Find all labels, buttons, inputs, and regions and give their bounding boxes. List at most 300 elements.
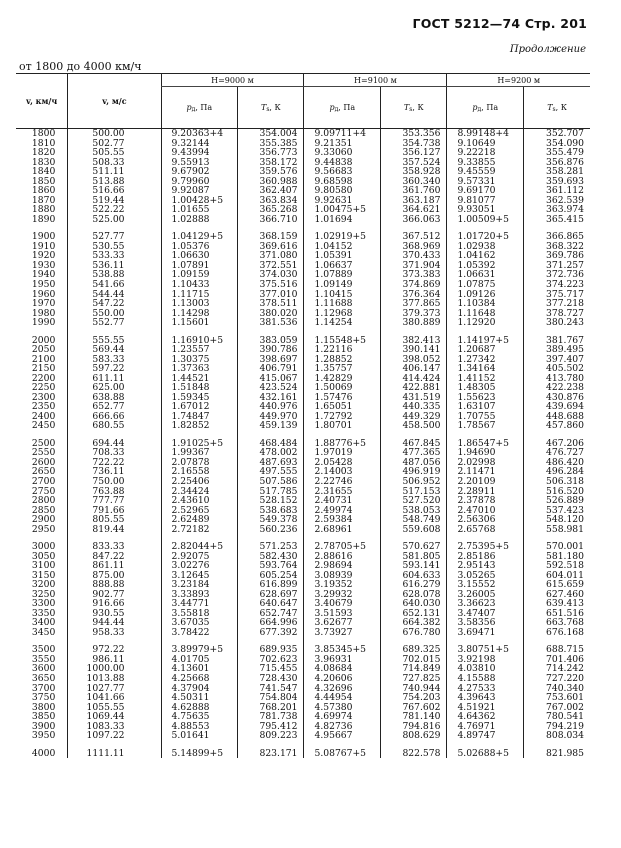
speed-ms: 511.11 [68, 167, 161, 177]
pressure-h9100: 1.57476 [304, 393, 381, 403]
pressure-h9000: 4.25668 [161, 674, 238, 684]
pressure-h9100: 3.29932 [304, 590, 381, 600]
pressure-h9100: 1.09149 [304, 280, 381, 290]
speed-kmh: 1850 [31, 175, 56, 187]
pressure-h9000: 2.82044+5 [161, 542, 238, 552]
speed-ms: 1041.66 [68, 693, 161, 703]
temp-h9200: 362.539 [524, 196, 590, 206]
col-header-temperature: Ts, К [238, 87, 304, 129]
temp-h9100: 754.203 [381, 693, 447, 703]
altitude-header-2: H=9100 м [304, 74, 447, 87]
speed-ms: 763.88 [68, 487, 161, 497]
pressure-h9100: 2.98694 [304, 561, 381, 571]
pressure-h9100: 3.96931 [304, 655, 381, 665]
pressure-h9200: 2.11471 [447, 467, 524, 477]
pressure-h9200: 3.26005 [447, 590, 524, 600]
pressure-h9200: 9.81077 [447, 196, 524, 206]
pressure-h9100: 1.05391 [304, 251, 381, 261]
pressure-h9100: 1.07889 [304, 270, 381, 280]
temp-h9000: 507.586 [238, 477, 304, 487]
temp-h9000: 560.236 [238, 525, 304, 535]
temp-h9200: 354.090 [524, 139, 590, 149]
temp-h9000: 664.996 [238, 618, 304, 628]
speed-kmh: 1920 [31, 250, 56, 262]
pressure-h9000: 1.10433 [161, 280, 238, 290]
pressure-h9100: 1.14254 [304, 318, 381, 328]
pressure-h9100: 4.95667 [304, 731, 381, 741]
pressure-h9000: 9.79960 [161, 177, 238, 187]
temp-h9000: 372.551 [238, 261, 304, 271]
temp-h9100: 431.519 [381, 393, 447, 403]
col-header-v-kmh: v, км/ч [16, 74, 68, 129]
pressure-h9000: 1.15601 [161, 318, 238, 328]
temp-h9200: 639.413 [524, 599, 590, 609]
pressure-h9200: 2.56306 [447, 515, 524, 525]
speed-ms: 1083.33 [68, 722, 161, 732]
pressure-h9100: 1.50069 [304, 383, 381, 393]
speed-ms: 569.44 [68, 345, 161, 355]
temp-h9000: 359.576 [238, 167, 304, 177]
temp-h9100: 356.127 [381, 148, 447, 158]
speed-kmh: 2600 [31, 456, 56, 468]
speed-ms: 958.33 [68, 628, 161, 638]
temp-h9100: 373.383 [381, 270, 447, 280]
table-row [16, 731, 590, 741]
speed-range-label: от 1800 до 4000 км/ч [19, 60, 142, 73]
pressure-h9100: 1.35757 [304, 364, 381, 374]
speed-kmh: 3500 [31, 644, 56, 656]
pressure-h9100: 2.40731 [304, 496, 381, 506]
table-row [16, 628, 590, 638]
pressure-h9000: 2.92075 [161, 552, 238, 562]
temp-h9000: 377.010 [238, 290, 304, 300]
pressure-h9100: 4.20606 [304, 674, 381, 684]
temp-h9200: 413.780 [524, 374, 590, 384]
speed-kmh: 2500 [31, 437, 56, 449]
speed-kmh: 1960 [31, 288, 56, 300]
pressure-h9100: 1.04152 [304, 242, 381, 252]
temp-h9100: 664.382 [381, 618, 447, 628]
speed-kmh: 1940 [31, 269, 56, 281]
temp-h9000: 378.511 [238, 299, 304, 309]
temp-h9100: 527.520 [381, 496, 447, 506]
pressure-h9100: 2.14003 [304, 467, 381, 477]
speed-kmh: 2950 [31, 523, 56, 535]
pressure-h9100: 9.09711+4 [304, 129, 381, 139]
temp-h9100: 676.780 [381, 628, 447, 638]
speed-kmh: 3750 [31, 692, 56, 704]
temp-h9200: 581.180 [524, 552, 590, 562]
pressure-h9200: 1.41152 [447, 374, 524, 384]
pressure-h9100: 1.15548+5 [304, 336, 381, 346]
pressure-h9200: 3.58356 [447, 618, 524, 628]
pressure-h9000: 4.62888 [161, 703, 238, 713]
pressure-h9200: 2.47010 [447, 506, 524, 516]
temp-h9200: 676.168 [524, 628, 590, 638]
speed-ms: 1027.77 [68, 684, 161, 694]
temp-h9100: 366.063 [381, 215, 447, 225]
temp-h9100: 370.433 [381, 251, 447, 261]
pressure-h9000: 1.01655 [161, 205, 238, 215]
temp-h9200: 363.974 [524, 205, 590, 215]
pressure-h9200: 3.47407 [447, 609, 524, 619]
pressure-h9100: 9.56683 [304, 167, 381, 177]
speed-kmh: 3050 [31, 550, 56, 562]
temp-h9100: 570.627 [381, 542, 447, 552]
pressure-h9200: 4.39643 [447, 693, 524, 703]
temp-h9000: 369.616 [238, 242, 304, 252]
pressure-h9200: 2.02998 [447, 458, 524, 468]
pressure-h9200: 4.89747 [447, 731, 524, 741]
speed-ms: 680.55 [68, 421, 161, 431]
temp-h9200: 358.281 [524, 167, 590, 177]
pressure-h9100: 9.80580 [304, 186, 381, 196]
temp-h9200: 355.479 [524, 148, 590, 158]
temp-h9000: 528.152 [238, 496, 304, 506]
temp-h9200: 727.220 [524, 674, 590, 684]
temp-h9000: 809.223 [238, 731, 304, 741]
pressure-h9200: 4.27533 [447, 684, 524, 694]
pressure-h9100: 2.49974 [304, 506, 381, 516]
pressure-h9100: 5.08767+5 [304, 749, 381, 759]
speed-ms: 736.11 [68, 467, 161, 477]
speed-kmh: 3850 [31, 711, 56, 723]
temp-h9000: 375.516 [238, 280, 304, 290]
col-header-pressure: pд, Па [304, 87, 381, 129]
pressure-h9200: 2.85186 [447, 552, 524, 562]
pressure-h9000: 3.44771 [161, 599, 238, 609]
temp-h9200: 368.322 [524, 242, 590, 252]
speed-ms: 777.77 [68, 496, 161, 506]
speed-ms: 722.22 [68, 458, 161, 468]
pressure-h9000: 1.51848 [161, 383, 238, 393]
pressure-h9000: 1.11715 [161, 290, 238, 300]
temp-h9100: 449.329 [381, 412, 447, 422]
speed-ms: 541.66 [68, 280, 161, 290]
temp-h9200: 380.243 [524, 318, 590, 328]
speed-ms: 597.22 [68, 364, 161, 374]
temp-h9000: 571.253 [238, 542, 304, 552]
pressure-h9100: 1.72792 [304, 412, 381, 422]
temp-h9000: 383.059 [238, 336, 304, 346]
speed-ms: 533.33 [68, 251, 161, 261]
temp-h9100: 458.500 [381, 421, 447, 431]
temp-h9200: 627.460 [524, 590, 590, 600]
speed-kmh: 1880 [31, 204, 56, 216]
speed-kmh: 3100 [31, 560, 56, 572]
temp-h9000: 449.970 [238, 412, 304, 422]
col-header-pressure: pд, Па [161, 87, 238, 129]
speed-ms: 972.22 [68, 645, 161, 655]
pressure-h9000: 1.05376 [161, 242, 238, 252]
pressure-h9200: 2.20109 [447, 477, 524, 487]
speed-kmh: 2150 [31, 363, 56, 375]
pressure-h9000: 4.37904 [161, 684, 238, 694]
temp-h9100: 382.413 [381, 336, 447, 346]
page-header: ГОСТ 5212—74 Стр. 201 [412, 16, 587, 31]
temp-h9200: 496.284 [524, 467, 590, 477]
temp-h9000: 823.171 [238, 749, 304, 759]
pressure-h9200: 9.33855 [447, 158, 524, 168]
temp-h9000: 781.738 [238, 712, 304, 722]
temp-h9200: 371.257 [524, 261, 590, 271]
speed-ms: 508.33 [68, 158, 161, 168]
temp-h9000: 616.899 [238, 580, 304, 590]
speed-kmh: 1860 [31, 185, 56, 197]
temp-h9200: 381.767 [524, 336, 590, 346]
temp-h9200: 767.002 [524, 703, 590, 713]
temp-h9100: 781.140 [381, 712, 447, 722]
temp-h9100: 689.325 [381, 645, 447, 655]
pressure-h9200: 1.12920 [447, 318, 524, 328]
pressure-h9000: 1.82852 [161, 421, 238, 431]
pressure-h9100: 1.11688 [304, 299, 381, 309]
pressure-h9100: 1.22116 [304, 345, 381, 355]
speed-kmh: 3600 [31, 663, 56, 675]
speed-kmh: 1910 [31, 240, 56, 252]
speed-kmh: 3250 [31, 588, 56, 600]
speed-kmh: 2200 [31, 372, 56, 384]
temp-h9200: 570.001 [524, 542, 590, 552]
speed-kmh: 2300 [31, 391, 56, 403]
temp-h9000: 582.430 [238, 552, 304, 562]
pressure-h9000: 1.67012 [161, 402, 238, 412]
speed-ms: 500.00 [68, 129, 161, 139]
pressure-h9200: 2.37878 [447, 496, 524, 506]
speed-ms: 583.33 [68, 355, 161, 365]
pressure-h9200: 3.05265 [447, 571, 524, 581]
speed-ms: 708.33 [68, 448, 161, 458]
temp-h9200: 361.112 [524, 186, 590, 196]
pressure-h9100: 2.88616 [304, 552, 381, 562]
temp-h9000: 365.268 [238, 205, 304, 215]
pressure-h9100: 9.68598 [304, 177, 381, 187]
speed-ms: 791.66 [68, 506, 161, 516]
pressure-h9200: 3.69471 [447, 628, 524, 638]
pressure-h9000: 2.25406 [161, 477, 238, 487]
temp-h9100: 652.131 [381, 609, 447, 619]
pressure-h9200: 3.15552 [447, 580, 524, 590]
speed-kmh: 4000 [31, 747, 56, 759]
temp-h9000: 440.976 [238, 402, 304, 412]
speed-ms: 875.00 [68, 571, 161, 581]
temp-h9000: 702.623 [238, 655, 304, 665]
pressure-h9200: 2.95143 [447, 561, 524, 571]
temp-h9000: 371.080 [238, 251, 304, 261]
pressure-h9000: 1.06630 [161, 251, 238, 261]
temp-h9100: 363.187 [381, 196, 447, 206]
temp-h9100: 364.621 [381, 205, 447, 215]
temp-h9200: 457.860 [524, 421, 590, 431]
pressure-h9200: 1.01720+5 [447, 232, 524, 242]
temp-h9100: 628.078 [381, 590, 447, 600]
speed-ms: 550.00 [68, 309, 161, 319]
temp-h9100: 822.578 [381, 749, 447, 759]
speed-kmh: 2800 [31, 495, 56, 507]
temp-h9000: 754.804 [238, 693, 304, 703]
temp-h9200: 615.659 [524, 580, 590, 590]
temp-h9200: 377.218 [524, 299, 590, 309]
temp-h9100: 379.373 [381, 309, 447, 319]
temp-h9200: 592.518 [524, 561, 590, 571]
pressure-h9100: 3.73927 [304, 628, 381, 638]
pressure-h9100: 9.92631 [304, 196, 381, 206]
table-row [16, 749, 590, 759]
temp-h9200: 439.694 [524, 402, 590, 412]
speed-ms: 527.77 [68, 232, 161, 242]
speed-kmh: 3700 [31, 682, 56, 694]
pressure-h9100: 1.10415 [304, 290, 381, 300]
pressure-h9000: 1.07891 [161, 261, 238, 271]
temp-h9100: 390.141 [381, 345, 447, 355]
pressure-h9000: 3.55818 [161, 609, 238, 619]
temp-h9000: 381.536 [238, 318, 304, 328]
pressure-h9200: 8.99148+4 [447, 129, 524, 139]
pressure-h9200: 4.76971 [447, 722, 524, 732]
temp-h9200: 430.876 [524, 393, 590, 403]
temp-h9000: 363.834 [238, 196, 304, 206]
pressure-h9200: 1.14197+5 [447, 336, 524, 346]
speed-kmh: 2900 [31, 514, 56, 526]
speed-kmh: 1820 [31, 147, 56, 159]
temp-h9200: 537.423 [524, 506, 590, 516]
speed-ms: 611.11 [68, 374, 161, 384]
pressure-h9000: 1.04129+5 [161, 232, 238, 242]
pressure-h9100: 2.05428 [304, 458, 381, 468]
pressure-h9200: 3.36623 [447, 599, 524, 609]
table-row [16, 421, 590, 431]
speed-ms: 555.55 [68, 336, 161, 346]
pressure-h9200: 9.22218 [447, 148, 524, 158]
pressure-h9100: 2.78705+5 [304, 542, 381, 552]
temp-h9200: 366.865 [524, 232, 590, 242]
pressure-h9200: 1.48305 [447, 383, 524, 393]
temp-h9200: 448.688 [524, 412, 590, 422]
pressure-h9000: 1.44521 [161, 374, 238, 384]
temp-h9100: 371.904 [381, 261, 447, 271]
pressure-h9100: 2.31655 [304, 487, 381, 497]
temp-h9100: 377.865 [381, 299, 447, 309]
speed-ms: 538.88 [68, 270, 161, 280]
temp-h9000: 390.786 [238, 345, 304, 355]
pressure-h9200: 1.63107 [447, 402, 524, 412]
temp-h9100: 727.825 [381, 674, 447, 684]
speed-ms: 805.55 [68, 515, 161, 525]
pressure-h9100: 4.82736 [304, 722, 381, 732]
temp-h9100: 440.335 [381, 402, 447, 412]
pressure-h9100: 1.28852 [304, 355, 381, 365]
temp-h9200: 714.242 [524, 664, 590, 674]
speed-ms: 902.77 [68, 590, 161, 600]
temp-h9000: 423.524 [238, 383, 304, 393]
pressure-h9000: 1.14298 [161, 309, 238, 319]
pressure-h9000: 5.01641 [161, 731, 238, 741]
speed-ms: 1013.88 [68, 674, 161, 684]
temp-h9000: 356.773 [238, 148, 304, 158]
pressure-h9200: 1.09126 [447, 290, 524, 300]
temp-h9100: 406.147 [381, 364, 447, 374]
speed-ms: 547.22 [68, 299, 161, 309]
temp-h9000: 728.430 [238, 674, 304, 684]
temp-h9200: 558.981 [524, 525, 590, 535]
temp-h9200: 701.406 [524, 655, 590, 665]
temp-h9200: 604.011 [524, 571, 590, 581]
temp-h9100: 368.969 [381, 242, 447, 252]
temp-h9000: 406.791 [238, 364, 304, 374]
pressure-h9200: 1.07875 [447, 280, 524, 290]
temp-h9000: 497.555 [238, 467, 304, 477]
pressure-h9000: 3.12645 [161, 571, 238, 581]
pressure-h9200: 1.11648 [447, 309, 524, 319]
pressure-h9100: 3.40679 [304, 599, 381, 609]
temp-h9200: 359.693 [524, 177, 590, 187]
speed-ms: 694.44 [68, 439, 161, 449]
speed-ms: 522.22 [68, 205, 161, 215]
temp-h9200: 467.206 [524, 439, 590, 449]
pressure-h9200: 3.92198 [447, 655, 524, 665]
pressure-h9000: 3.02276 [161, 561, 238, 571]
speed-kmh: 3400 [31, 617, 56, 629]
pressure-h9000: 2.52965 [161, 506, 238, 516]
temp-h9200: 372.736 [524, 270, 590, 280]
speed-ms: 1055.55 [68, 703, 161, 713]
speed-kmh: 3650 [31, 672, 56, 684]
temp-h9100: 422.881 [381, 383, 447, 393]
temp-h9000: 741.547 [238, 684, 304, 694]
pressure-h9200: 2.65768 [447, 525, 524, 535]
temp-h9200: 486.420 [524, 458, 590, 468]
pressure-h9200: 4.15588 [447, 674, 524, 684]
pressure-h9200: 3.80751+5 [447, 645, 524, 655]
speed-ms: 1097.22 [68, 731, 161, 741]
pressure-h9100: 9.44838 [304, 158, 381, 168]
temp-h9100: 357.524 [381, 158, 447, 168]
temp-h9000: 652.747 [238, 609, 304, 619]
speed-ms: 625.00 [68, 383, 161, 393]
continuation-label: Продолжение [509, 44, 586, 55]
speed-kmh: 2700 [31, 475, 56, 487]
speed-ms: 986.11 [68, 655, 161, 665]
temp-h9100: 506.952 [381, 477, 447, 487]
pressure-h9200: 1.02938 [447, 242, 524, 252]
pressure-h9200: 4.03810 [447, 664, 524, 674]
pressure-h9000: 1.00428+5 [161, 196, 238, 206]
pressure-h9000: 1.02888 [161, 215, 238, 225]
temp-h9100: 353.356 [381, 129, 447, 139]
temp-h9200: 780.541 [524, 712, 590, 722]
temp-h9200: 740.340 [524, 684, 590, 694]
speed-ms: 638.88 [68, 393, 161, 403]
speed-ms: 819.44 [68, 525, 161, 535]
speed-kmh: 1810 [31, 137, 56, 149]
speed-kmh: 1870 [31, 194, 56, 206]
pressure-h9000: 1.99367 [161, 448, 238, 458]
temp-h9200: 663.768 [524, 618, 590, 628]
speed-kmh: 3350 [31, 607, 56, 619]
pressure-h9200: 9.45559 [447, 167, 524, 177]
speed-kmh: 1800 [31, 128, 56, 139]
temp-h9000: 398.697 [238, 355, 304, 365]
temp-h9100: 702.015 [381, 655, 447, 665]
temp-h9100: 593.141 [381, 561, 447, 571]
speed-ms: 1069.44 [68, 712, 161, 722]
pressure-h9000: 2.43610 [161, 496, 238, 506]
speed-ms: 505.55 [68, 148, 161, 158]
temp-h9100: 794.816 [381, 722, 447, 732]
temp-h9200: 422.238 [524, 383, 590, 393]
temp-h9200: 794.219 [524, 722, 590, 732]
pressure-h9000: 9.20363+4 [161, 129, 238, 139]
